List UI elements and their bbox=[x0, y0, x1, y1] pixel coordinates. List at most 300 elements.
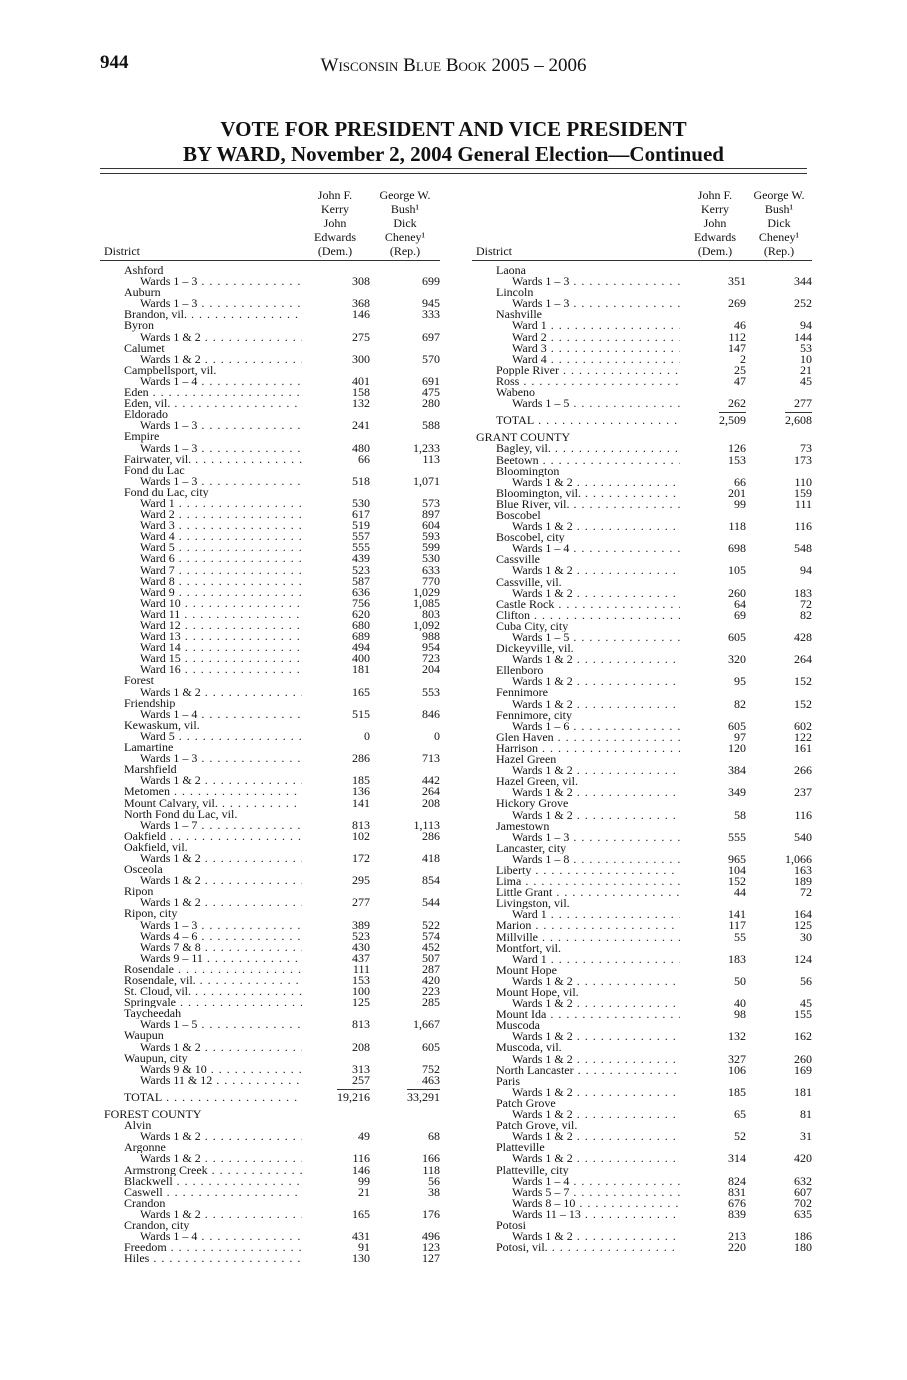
running-head: Wisconsin Blue Book 2005 – 2006 bbox=[320, 55, 587, 76]
district-label: Wards 1 – 4 bbox=[512, 1175, 570, 1187]
district-name bbox=[100, 1153, 302, 1164]
district-label: Ward 1 bbox=[512, 953, 547, 965]
district-name bbox=[100, 431, 302, 442]
kerry-votes bbox=[680, 787, 746, 798]
table-row bbox=[100, 487, 440, 498]
vote-count: 183 bbox=[794, 585, 812, 600]
district-name bbox=[472, 343, 680, 354]
kerry-votes bbox=[680, 607, 746, 622]
table-row bbox=[472, 596, 812, 611]
district-name bbox=[100, 276, 302, 287]
district-label: Ward 9 bbox=[140, 586, 175, 598]
district-label: Wards 1 & 2 bbox=[512, 1086, 573, 1098]
district-label: Wards 4 – 6 bbox=[140, 930, 198, 942]
district-name bbox=[100, 576, 302, 587]
table-row bbox=[472, 718, 812, 733]
district-name bbox=[472, 887, 680, 898]
vote-count: 519 bbox=[352, 518, 370, 533]
vote-count: 635 bbox=[794, 1206, 812, 1221]
kerry-votes bbox=[302, 997, 370, 1008]
bush-votes bbox=[746, 496, 812, 511]
district-label: Ward 1 bbox=[512, 909, 547, 921]
table-row bbox=[472, 787, 812, 798]
district-name bbox=[472, 1198, 680, 1209]
vote-count: 803 bbox=[422, 606, 440, 621]
district-label: Wards 1 & 2 bbox=[140, 1153, 201, 1165]
district-name bbox=[100, 1053, 302, 1064]
district-label: Paris bbox=[496, 1075, 520, 1087]
bush-votes bbox=[746, 607, 812, 622]
kerry-votes bbox=[680, 452, 746, 467]
vote-count: 21 bbox=[358, 1184, 370, 1199]
total-row bbox=[100, 1089, 440, 1104]
district-label: Popple River bbox=[496, 364, 559, 376]
vote-count: 118 bbox=[422, 1162, 440, 1177]
table-row bbox=[472, 1009, 812, 1020]
district-label: Wards 7 & 8 bbox=[140, 941, 201, 953]
vote-count: 604 bbox=[422, 518, 440, 533]
bush-header: George W. Bush¹ Dick Cheney¹ (Rep.) bbox=[379, 188, 431, 258]
kerry-votes bbox=[680, 398, 746, 409]
district-label: Ward 7 bbox=[140, 564, 175, 576]
district-label: Wards 1 – 8 bbox=[512, 853, 570, 865]
district-name bbox=[472, 798, 680, 809]
table-title-line1: VOTE FOR PRESIDENT AND VICE PRESIDENT bbox=[220, 117, 687, 141]
bush-votes bbox=[746, 887, 812, 898]
district-label: Wards 1 – 3 bbox=[512, 276, 570, 288]
table-row bbox=[100, 351, 440, 366]
vote-count: 349 bbox=[728, 785, 746, 800]
district-label: St. Cloud, vil. bbox=[124, 986, 192, 998]
vote-count: 125 bbox=[794, 918, 812, 933]
table-row bbox=[100, 817, 440, 832]
district-label: Wards 1 & 2 bbox=[512, 809, 573, 821]
district-label: Friendship bbox=[124, 697, 176, 709]
district-name bbox=[100, 465, 302, 476]
kerry-votes bbox=[680, 276, 746, 287]
table-row bbox=[472, 1042, 812, 1053]
district-name bbox=[100, 476, 302, 487]
kerry-votes bbox=[680, 1009, 746, 1020]
vote-count: 463 bbox=[422, 1072, 440, 1087]
district-name bbox=[472, 1209, 680, 1220]
vote-count: 437 bbox=[352, 950, 370, 965]
district-name bbox=[472, 1031, 680, 1042]
table-row bbox=[472, 1062, 812, 1077]
district-header: District bbox=[104, 244, 140, 258]
vote-count: 620 bbox=[352, 606, 370, 621]
district-label: Wards 1 & 2 bbox=[512, 476, 573, 488]
table-row bbox=[472, 987, 812, 998]
district-label: Wards 1 – 7 bbox=[140, 819, 198, 831]
vote-count: 723 bbox=[422, 651, 440, 666]
district-name bbox=[472, 1076, 680, 1087]
district-label: Wards 1 – 3 bbox=[140, 475, 198, 487]
vote-count: 420 bbox=[422, 973, 440, 987]
district-label: Waupun bbox=[124, 1030, 164, 1042]
vote-count: 452 bbox=[422, 939, 440, 954]
district-name bbox=[100, 642, 302, 653]
right-column bbox=[472, 178, 812, 1253]
district-label: Muscoda, vil. bbox=[496, 1042, 562, 1054]
kerry-votes bbox=[302, 351, 370, 366]
vote-count: 573 bbox=[422, 495, 440, 510]
table-row bbox=[100, 329, 440, 344]
vote-count: 308 bbox=[352, 274, 370, 289]
table-row bbox=[100, 409, 440, 420]
table-row bbox=[100, 664, 440, 675]
district-name bbox=[472, 443, 680, 454]
district-label: Mount Hope, vil. bbox=[496, 987, 579, 999]
district-label: Wards 1 – 4 bbox=[140, 1231, 198, 1243]
table-row bbox=[100, 842, 440, 853]
vote-count: 172 bbox=[352, 850, 370, 865]
vote-count: 38 bbox=[428, 1184, 440, 1199]
table-row bbox=[100, 897, 440, 908]
vote-count: 95 bbox=[734, 674, 746, 689]
kerry-votes bbox=[302, 1109, 370, 1120]
table-row bbox=[472, 474, 812, 489]
right-table-body bbox=[472, 261, 812, 1253]
district-label: Crandon bbox=[124, 1197, 166, 1209]
table-row bbox=[100, 775, 440, 786]
district-label: Ward 2 bbox=[512, 331, 547, 343]
left-column bbox=[100, 178, 440, 1264]
district-name bbox=[100, 1209, 302, 1220]
table-row bbox=[472, 1184, 812, 1199]
district-name bbox=[100, 420, 302, 431]
vote-count: 633 bbox=[422, 562, 440, 577]
kerry-votes bbox=[680, 765, 746, 776]
vote-count: 100 bbox=[352, 984, 370, 999]
district-label: Ward 4 bbox=[140, 531, 175, 543]
district-label: Wards 1 – 5 bbox=[140, 1019, 198, 1031]
bush-votes bbox=[370, 351, 440, 366]
page-number: 944 bbox=[100, 52, 129, 73]
kerry-votes bbox=[302, 276, 370, 287]
table-row bbox=[472, 543, 812, 554]
district-label: Wards 1 & 2 bbox=[512, 565, 573, 577]
vote-count: 136 bbox=[352, 784, 370, 799]
kerry-votes bbox=[680, 565, 746, 576]
kerry-votes bbox=[302, 795, 370, 810]
table-row bbox=[100, 465, 440, 476]
district-name bbox=[100, 320, 302, 331]
district-label: Springvale bbox=[124, 997, 176, 1009]
bush-votes bbox=[746, 929, 812, 944]
vote-count: 94 bbox=[800, 563, 812, 578]
vote-count: 189 bbox=[794, 874, 812, 889]
district-label: Marion bbox=[496, 920, 532, 932]
table-row bbox=[472, 362, 812, 377]
vote-count: 146 bbox=[352, 307, 370, 322]
district-label: Forest bbox=[124, 675, 154, 687]
vote-count: 540 bbox=[794, 829, 812, 844]
district-name bbox=[472, 1009, 680, 1020]
table-row bbox=[472, 754, 812, 765]
kerry-votes bbox=[302, 850, 370, 865]
table-row bbox=[472, 521, 812, 532]
vote-count: 420 bbox=[794, 1151, 812, 1166]
table-row bbox=[472, 1109, 812, 1120]
vote-count: 132 bbox=[728, 1029, 746, 1044]
district-name bbox=[100, 886, 302, 897]
table-row bbox=[100, 1153, 440, 1164]
kerry-votes bbox=[680, 829, 746, 844]
bush-votes bbox=[370, 706, 440, 721]
vote-count: 557 bbox=[352, 529, 370, 544]
vote-count: 126 bbox=[728, 441, 746, 456]
district-name bbox=[100, 1187, 302, 1198]
table-row bbox=[472, 340, 812, 355]
vote-count: 204 bbox=[422, 662, 440, 677]
vote-count: 152 bbox=[794, 696, 812, 711]
table-row bbox=[100, 265, 440, 276]
district-label: Ward 2 bbox=[140, 509, 175, 521]
vote-count: 45 bbox=[800, 373, 812, 388]
vote-count: 344 bbox=[794, 274, 812, 289]
table-row bbox=[100, 1184, 440, 1199]
district-label: Cassville, vil. bbox=[496, 576, 562, 588]
vote-count: 368 bbox=[352, 296, 370, 311]
vote-count: 824 bbox=[728, 1173, 746, 1188]
vote-count: 104 bbox=[728, 862, 746, 877]
vote-count: 988 bbox=[422, 629, 440, 644]
vote-count: 113 bbox=[422, 451, 440, 466]
table-row bbox=[100, 886, 440, 897]
bush-votes bbox=[746, 521, 812, 532]
district-label: Glen Haven bbox=[496, 731, 554, 743]
district-label: Wards 1 – 5 bbox=[512, 632, 570, 644]
kerry-header: John F. Kerry John Edwards (Dem.) bbox=[314, 188, 356, 258]
bush-votes bbox=[746, 696, 812, 711]
district-name bbox=[100, 365, 302, 376]
district-name bbox=[100, 298, 302, 309]
district-label: GRANT COUNTY bbox=[476, 432, 571, 444]
vote-count: 548 bbox=[794, 541, 812, 556]
vote-count: 813 bbox=[352, 817, 370, 832]
district-name bbox=[472, 998, 680, 1009]
kerry-votes bbox=[302, 828, 370, 843]
district-label: Beetown bbox=[496, 454, 539, 466]
table-row bbox=[100, 642, 440, 653]
table-row bbox=[472, 554, 812, 565]
table-row bbox=[100, 698, 440, 709]
table-row bbox=[472, 1020, 812, 1031]
vote-count: 295 bbox=[352, 873, 370, 888]
table-row bbox=[472, 1131, 812, 1142]
vote-count: 257 bbox=[352, 1072, 370, 1087]
kerry-votes bbox=[680, 929, 746, 944]
district-label: Wards 1 & 2 bbox=[512, 521, 573, 533]
vote-count: 523 bbox=[352, 928, 370, 943]
district-label: Muscoda bbox=[496, 1020, 540, 1032]
table-row bbox=[472, 876, 812, 887]
table-row bbox=[472, 287, 812, 298]
district-name bbox=[472, 865, 680, 876]
district-label: Cassville bbox=[496, 554, 540, 566]
district-label: Ward 4 bbox=[512, 353, 547, 365]
district-name bbox=[472, 1231, 680, 1242]
vote-count: 0 bbox=[434, 728, 440, 743]
vote-count: 431 bbox=[352, 1229, 370, 1244]
district-label: Livingston, vil. bbox=[496, 898, 570, 910]
district-label: Calumet bbox=[124, 342, 165, 354]
table-row bbox=[100, 495, 440, 510]
district-label: Ward 1 bbox=[140, 497, 175, 510]
district-label: Millville bbox=[496, 931, 538, 943]
bush-votes bbox=[370, 728, 440, 743]
table-row bbox=[100, 298, 440, 309]
kerry-votes bbox=[302, 1184, 370, 1199]
district-name bbox=[472, 532, 680, 543]
table-row bbox=[472, 329, 812, 344]
district-name bbox=[472, 1109, 680, 1120]
table-row bbox=[100, 420, 440, 431]
district-name bbox=[472, 1087, 680, 1098]
vote-count: 21 bbox=[800, 362, 812, 377]
vote-count: 698 bbox=[728, 541, 746, 556]
bush-votes bbox=[746, 415, 812, 426]
district-label: Ward 11 bbox=[140, 608, 181, 620]
table-row bbox=[100, 584, 440, 599]
district-label: Ward 5 bbox=[140, 542, 175, 554]
vote-count: 0 bbox=[364, 728, 370, 743]
bush-votes bbox=[746, 452, 812, 467]
vote-count: 602 bbox=[794, 718, 812, 733]
district-name bbox=[100, 376, 302, 387]
district-name bbox=[100, 531, 302, 542]
vote-count: 161 bbox=[794, 740, 812, 755]
district-name bbox=[100, 387, 302, 398]
vote-count: 574 bbox=[422, 928, 440, 943]
table-row bbox=[472, 398, 812, 409]
vote-count: 262 bbox=[728, 396, 746, 411]
kerry-votes bbox=[302, 1019, 370, 1030]
district-label: Ripon bbox=[124, 886, 154, 898]
table-row bbox=[472, 443, 812, 454]
district-label: Ward 8 bbox=[140, 575, 175, 587]
district-name bbox=[100, 1220, 302, 1231]
vote-count: 333 bbox=[422, 307, 440, 322]
vote-count: 162 bbox=[794, 1029, 812, 1044]
vote-count: 66 bbox=[734, 474, 746, 489]
district-name bbox=[100, 1242, 302, 1253]
district-label: Wards 1 & 2 bbox=[512, 1031, 573, 1043]
district-name bbox=[100, 986, 302, 997]
vote-count: 280 bbox=[422, 396, 440, 411]
vote-count: 1,029 bbox=[413, 584, 440, 599]
vote-count: 839 bbox=[728, 1206, 746, 1221]
bush-votes bbox=[746, 951, 812, 966]
district-name bbox=[472, 987, 680, 998]
table-row bbox=[472, 765, 812, 776]
district-label: Wards 1 – 3 bbox=[512, 831, 570, 843]
district-name bbox=[100, 698, 302, 709]
table-row bbox=[472, 862, 812, 877]
vote-count: 185 bbox=[352, 773, 370, 788]
vote-count: 220 bbox=[728, 1240, 746, 1255]
district-name bbox=[472, 843, 680, 854]
column-header bbox=[472, 174, 812, 261]
bush-votes bbox=[746, 765, 812, 776]
district-label: Boscobel, city bbox=[496, 532, 565, 544]
vote-count: 153 bbox=[352, 973, 370, 987]
district-label: Wards 1 & 2 bbox=[512, 998, 573, 1010]
table-row bbox=[472, 740, 812, 755]
district-label: Fond du Lac, city bbox=[124, 486, 209, 498]
district-name bbox=[100, 1198, 302, 1209]
vote-count: 49 bbox=[358, 1129, 370, 1144]
vote-count: 102 bbox=[352, 828, 370, 843]
district-name bbox=[100, 853, 302, 864]
vote-count: 72 bbox=[800, 885, 812, 900]
district-label: Byron bbox=[124, 320, 154, 332]
table-row bbox=[100, 950, 440, 965]
district-label: Wards 1 & 2 bbox=[512, 587, 573, 599]
district-name bbox=[472, 466, 680, 477]
bush-votes bbox=[370, 276, 440, 287]
district-label: Kewaskum, vil. bbox=[124, 719, 200, 731]
bush-votes bbox=[370, 1206, 440, 1221]
vote-count: 252 bbox=[794, 296, 812, 311]
vote-count: 699 bbox=[422, 274, 440, 289]
district-label: Wards 1 & 2 bbox=[512, 1053, 573, 1065]
district-name bbox=[100, 398, 302, 409]
district-name bbox=[472, 776, 680, 787]
district-name bbox=[472, 309, 680, 320]
district-label: Freedom bbox=[124, 1242, 167, 1254]
vote-count: 351 bbox=[728, 274, 746, 289]
bush-votes bbox=[370, 875, 440, 886]
vote-count: 530 bbox=[352, 495, 370, 510]
district-label: Ross bbox=[496, 375, 520, 388]
district-label: Crandon, city bbox=[124, 1219, 190, 1232]
district-label: Nashville bbox=[496, 309, 542, 321]
vote-count: 599 bbox=[422, 540, 440, 555]
table-row bbox=[100, 553, 440, 564]
vote-count: 180 bbox=[794, 1240, 812, 1255]
vote-count: 73 bbox=[800, 441, 812, 456]
table-row bbox=[472, 965, 812, 976]
district-name bbox=[100, 1019, 302, 1030]
district-name bbox=[472, 398, 680, 409]
district-name bbox=[100, 731, 302, 742]
table-row bbox=[100, 1253, 440, 1264]
table-row bbox=[472, 696, 812, 711]
bush-votes bbox=[746, 1031, 812, 1042]
district-label: Platteville bbox=[496, 1142, 545, 1154]
district-name bbox=[100, 520, 302, 531]
district-name bbox=[100, 609, 302, 620]
kerry-votes bbox=[680, 1031, 746, 1042]
district-name bbox=[100, 875, 302, 886]
vote-count: 897 bbox=[422, 507, 440, 522]
vote-count: 132 bbox=[352, 396, 370, 411]
table-row bbox=[100, 675, 440, 686]
vote-count: 439 bbox=[352, 551, 370, 566]
bush-votes bbox=[746, 1109, 812, 1120]
table-row bbox=[100, 908, 440, 919]
district-label: Argonne bbox=[124, 1142, 166, 1154]
bush-votes bbox=[746, 1153, 812, 1164]
vote-count: 141 bbox=[728, 907, 746, 922]
district-name bbox=[472, 732, 680, 743]
district-name bbox=[472, 577, 680, 588]
district-name bbox=[472, 455, 680, 466]
table-row bbox=[472, 898, 812, 909]
vote-count: 56 bbox=[800, 973, 812, 988]
